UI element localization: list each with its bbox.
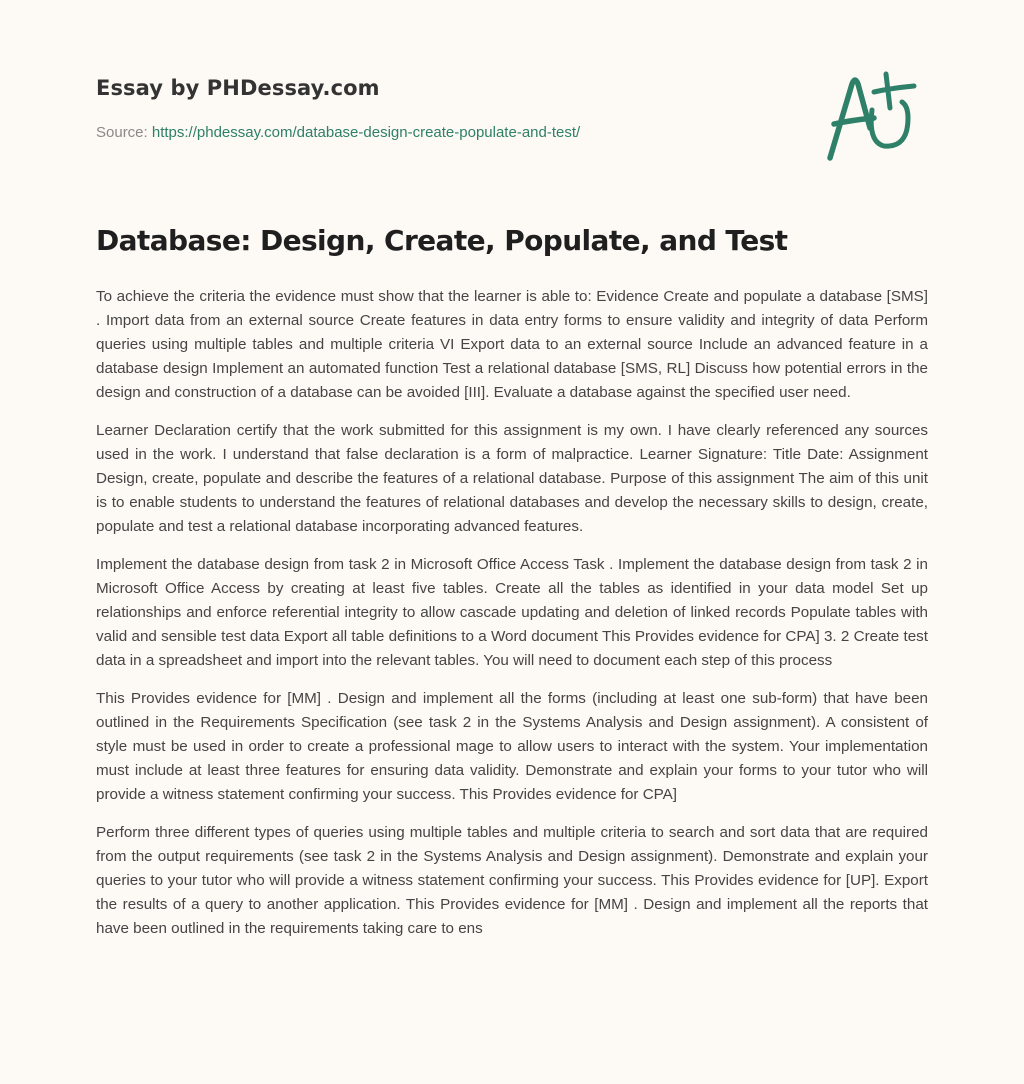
page-header	[96, 76, 696, 141]
source-line	[96, 124, 580, 141]
paragraph: Learner Declaration certify that the work submitted for this assignment is my own. I have clearly referenced any sources used in the work. I understand that false declaration is a form of malpractice. Learner Signature: Title Date: Assignment Design, create, populate and describe the features of a relational database. Purpose of this assignment The aim of this unit is to enable students to understand the features of relational databases and develop the necessary skills to design, create, populate and test a relational database incorporating advanced features.	[96, 422, 928, 535]
paragraph: Perform three different types of queries using multiple tables and multiple criteria to search and sort data that are required from the output requirements (see task 2 in the Systems Analysis and Design assignment). Demonstrate and explain your queries to your tutor who will provide a witness statement confirming your success. This Provides evidence for [UP]. Export the results of a query to another application. This Provides evidence for [MM] . Design and implement all the reports that have been outlined in the requirements taking care to ens	[96, 824, 928, 937]
paragraph: To achieve the criteria the evidence must show that the learner is able to: Evidence Create and populate a database [SMS] . Import data from an external source Create features in data entry forms to ensure validity and integrity of data Perform queries using multiple tables and multiple criteria VI Export data to an external source Include an advanced feature in a database design Implement an automated function Test a relational database [SMS, RL] Discuss how potential errors in the design and construction of a database can be avoided [III]. Evaluate a database against the specified user need.	[96, 288, 928, 401]
paragraph: This Provides evidence for [MM] . Design and implement all the forms (including at least one sub-form) that have been outlined in the Requirements Specification (see task 2 in the Systems Analysis and Design assignment). A consistent of style must be used in order to create a professional mage to allow users to interact with the system. Your implementation must include at least three features for ensuring data validity. Demonstrate and explain your forms to your tutor who will provide a witness statement confirming your success. This Provides evidence for CPA]	[96, 690, 928, 803]
source-link[interactable]: https://phdessay.com/database-design-create-populate-and-test/	[151, 124, 581, 141]
a-plus-grade-icon	[822, 66, 932, 166]
site-brand: Essay by PHDessay.com	[96, 76, 380, 100]
paragraph: Implement the database design from task 2 in Microsoft Office Access Task . Implement the database design from task 2 in Microsoft Office Access by creating at least five tables. Create all the tables as identified in your data model Set up relationships and enforce referential integrity to allow cascade updating and deletion of linked records Populate tables with valid and sensible test data Export all table definitions to a Word document This Provides evidence for CPA] 3. 2 Create test data in a spreadsheet and import into the relevant tables. You will need to document each step of this process	[96, 556, 928, 669]
article-title: Database: Design, Create, Populate, and Test	[96, 224, 788, 257]
article-body	[96, 285, 928, 955]
source-label: Source:	[96, 124, 148, 141]
